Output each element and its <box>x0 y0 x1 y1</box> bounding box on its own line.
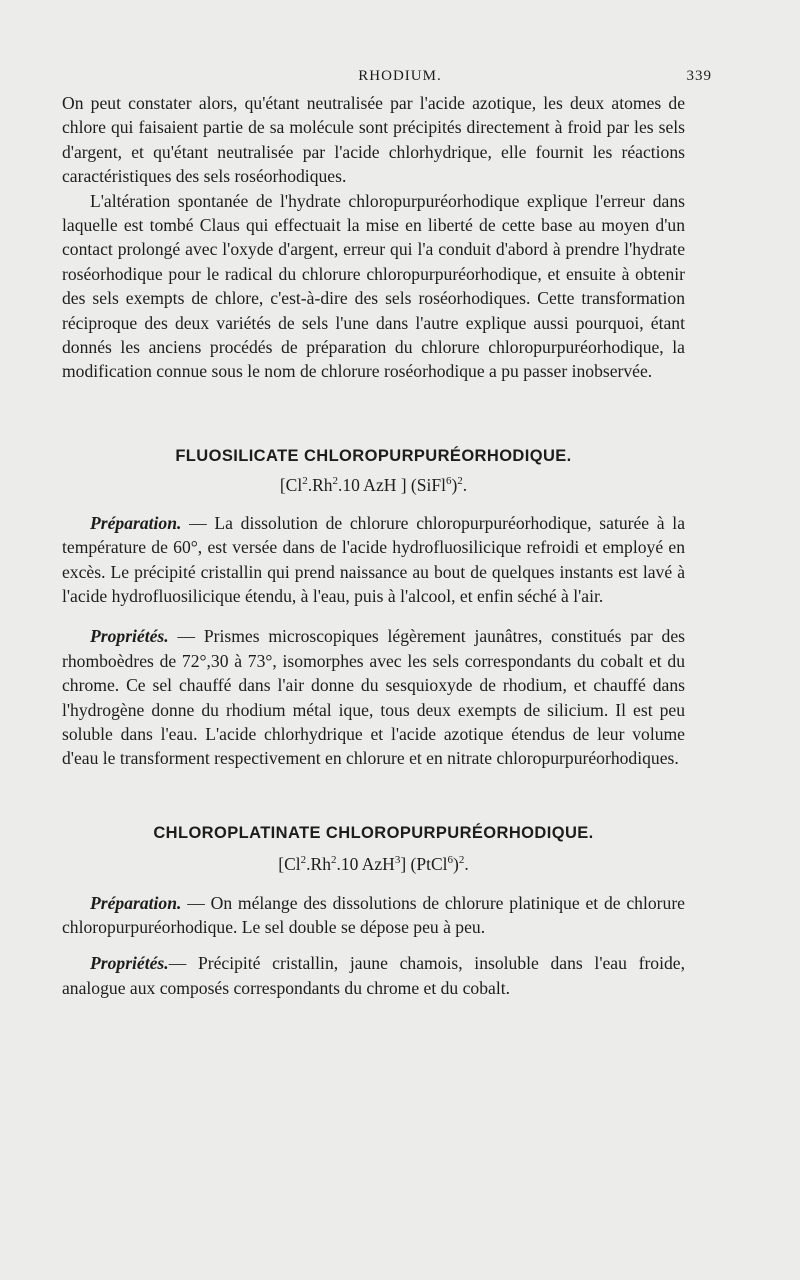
properties-label: Propriétés. <box>90 953 169 974</box>
section-title-fluosilicate: FLUOSILICATE CHLOROPURPURÉORHODIQUE. <box>175 446 572 465</box>
preparation-label: Préparation. <box>90 892 182 913</box>
preparation-label: Préparation. <box>90 512 182 533</box>
preparation-paragraph-1 <box>62 511 685 609</box>
formula-chloroplatinate: [Cl$^2$.Rh$^2$.10 AzH$^3$] (PtCl$^6$)$^2$. <box>278 854 469 875</box>
properties-paragraph-2 <box>62 951 685 1000</box>
paragraph-1: On peut constater alors, qu'étant neutralisée par l'acide azotique, les deux atomes de chlore qui faisaient partie de sa molécule sont précipités directement à froid par les sels d'argent, et qu'étant neutralisée par l'acide chlorhydrique, elle fournit les réactions caractéristiques des sels roséorhodiques. <box>62 93 685 187</box>
properties-text: — Précipité cristallin, jaune chamois, insoluble dans l'eau froide, analogue aux composés correspondants du chrome et du cobalt. <box>62 953 685 998</box>
preparation-paragraph-2 <box>62 891 685 940</box>
page-number: 339 <box>686 68 712 84</box>
running-title: RHODIUM. <box>358 68 442 84</box>
properties-label: Propriétés. <box>90 626 169 647</box>
formula-fluosilicate: [Cl$^2$.Rh$^2$.10 AzH ] (SiFl$^6$)$^2$. <box>279 475 468 496</box>
section-title-chloroplatinate: CHLOROPLATINATE CHLOROPURPURÉORHODIQUE. <box>153 823 594 842</box>
preparation-text: — On mélange des dissolutions de chlorure platinique et de chlorure chloropurpuréorhodique. Le sel double se dépose peu à peu. <box>62 892 685 937</box>
preparation-text: — La dissolution de chlorure chloropurpuréorhodique, saturée à la température de 60°, est versée dans de l'acide hydrofluosilicique refroidi et employé en excès. Le précipité cristallin qui prend naissance au bout de quelques instants est lavé à l'acide hydrofluosilicique étendu, à l'eau, puis à l'alcool, et enfin séché à l'air. <box>62 512 685 606</box>
paragraph-2: L'altération spontanée de l'hydrate chloropurpuréorhodique explique l'erreur dans laquelle est tombé Claus qui effectuait la mise en liberté de cette base au moyen d'un contact prolongé avec l'oxyde d'argent, erreur qui l'a conduit d'abord à prendre l'hydrate roséorhodique pour le radical du chlorure chloropurpuréorhodique, et ensuite à obtenir des sels exempts de chlore, c'est-à-dire des sels roséorhodiques. Cette transformation réciproque des deux variétés de sels l'une dans l'autre explique aussi pourquoi, étant donnés les anciens procédés de préparation du chlorure chloropurpuréorhodique, la modification connue sous le nom de chlorure roséorhodique a pu passer inobservée. <box>62 190 685 382</box>
page-body <box>62 91 685 1000</box>
properties-text: — Prismes microscopiques légèrement jaunâtres, constitués par des rhomboèdres de 72°,30 à 73°, isomorphes avec les sels correspondants du cobalt et du chrome. Ce sel chauffé dans l'air donne du sesquioxyde de rhodium, et chauffé dans l'hydrogène donne du rhodium métal ique, tous deux exempts de silicium. Il est peu soluble dans l'eau. L'acide chlorhydrique et l'acide azotique étendus de leur volume d'eau le transforment respectivement en chlorure et en nitrate chloropurpuréorhodiques. <box>62 626 685 769</box>
properties-paragraph-1 <box>62 624 685 770</box>
